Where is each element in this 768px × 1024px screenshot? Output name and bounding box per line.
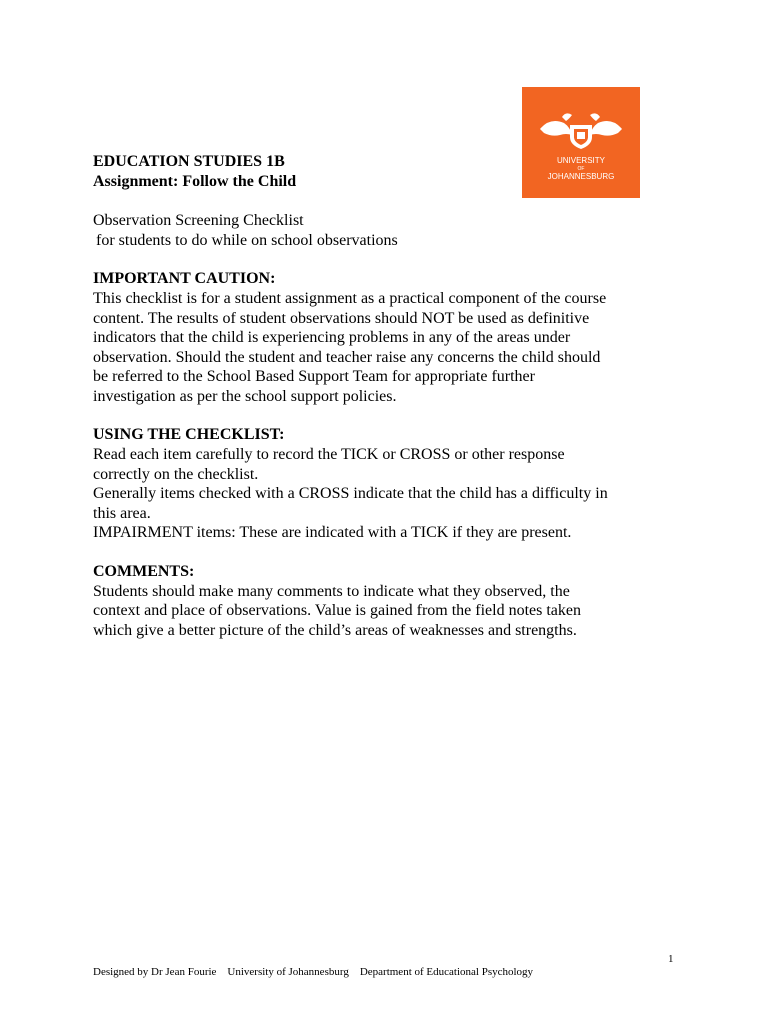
logo-text-line1: UNIVERSITY (556, 156, 606, 165)
footer-designer: Designed by Dr Jean Fourie (93, 966, 217, 978)
using-line: Generally items checked with a CROSS indicate that the child has a difficulty in (93, 485, 608, 502)
comments-heading: COMMENTS: (93, 562, 195, 580)
caution-line: This checklist is for a student assignment as a practical component of the course (93, 290, 607, 307)
using-line: this area. (93, 504, 151, 522)
footer-university: University of Johannesburg (227, 966, 349, 978)
comments-line: Students should make many comments to indicate what they observed, the (93, 582, 570, 600)
footer (93, 966, 533, 978)
footer-department: Department of Educational Psychology (359, 966, 534, 978)
using-line: IMPAIRMENT items: These are indicated with a TICK if they are present. (93, 524, 572, 541)
logo-text-line3: JOHANNESBURG (547, 172, 615, 181)
caution-line: investigation as per the school support policies. (93, 387, 397, 405)
assignment-title: Assignment: Follow the Child (93, 173, 297, 190)
page-number: 1 (668, 953, 674, 965)
using-checklist-heading: USING THE CHECKLIST: (93, 426, 285, 443)
comments-line: which give a better picture of the child’s areas of weaknesses and strengths. (93, 621, 577, 639)
caution-line: indicators that the child is experiencing problems in any of the areas under (93, 329, 571, 346)
caution-line: be referred to the School Based Support Team for appropriate further (93, 368, 535, 385)
caution-heading: IMPORTANT CAUTION: (93, 270, 276, 287)
checklist-title: Observation Screening Checklist (93, 212, 304, 229)
using-line: correctly on the checklist. (93, 465, 259, 483)
course-title: EDUCATION STUDIES 1B (93, 153, 285, 170)
comments-line: context and place of observations. Value is gained from the field notes taken (93, 602, 581, 619)
using-line: Read each item carefully to record the TICK or CROSS or other response (93, 446, 565, 463)
document-body (93, 152, 693, 640)
caution-line: observation. Should the student and teacher raise any concerns the child should (93, 348, 601, 366)
logo-text-line2: OF (577, 166, 585, 172)
checklist-subtitle: for students to do while on school observations (96, 231, 398, 249)
caution-line: content. The results of student observations should NOT be used as definitive (93, 309, 590, 327)
